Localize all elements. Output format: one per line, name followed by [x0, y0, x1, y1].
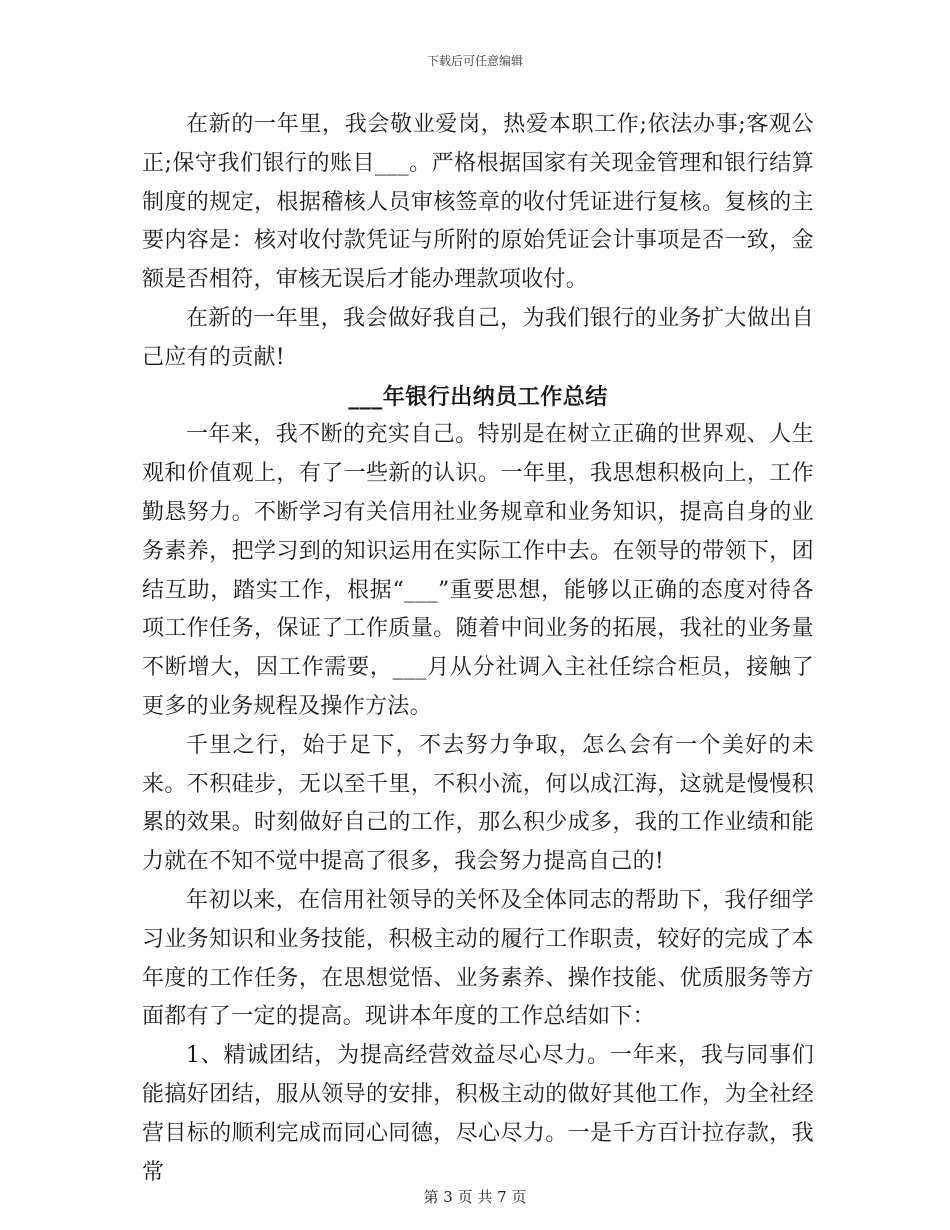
paragraph-self-improvement: 一年来，我不断的充实自己。特别是在树立正确的世界观、人生观和价值观上，有了一些新的认识。一年里，我思想积极向上，工作勤恳努力。不断学习有关信用社业务规章和业务知识，提高自身的业务素养，把学习到的知识运用在实际工作中去。在领导的带领下，团结互助，踏实工作，根据“___”重要思想，能够以正确的态度对待各项工作任务，保证了工作质量。随着中间业务的拓展，我社的业务量不断增大，因工作需要，___月从分社调入主社任综合柜员，接触了更多的业务规程及操作方法。 — [142, 422, 814, 719]
paragraph-contribution: 在新的一年里，我会做好我自己，为我们银行的业务扩大做出自己应有的贡献! — [142, 305, 814, 370]
page-footer: 第 3 页 共 7 页 — [423, 1188, 527, 1206]
paragraph-work-plan: 在新的一年里，我会敬业爱岗，热爱本职工作;依法办事;客观公正;保守我们银行的账目___。严格根据国家有关现金管理和银行结算制度的规定，根据稽核人员审核签章的收付凭证进行复核。复核的主要内容是：核对收付款凭证与所附的原始凭证会计事项是否一致，金额是否相符，审核无误后才能办理款项收付。 — [142, 112, 814, 293]
page-header: 下载后可任意编辑 — [426, 54, 523, 68]
section-title: ___年银行出纳员工作总结 — [348, 383, 608, 410]
paragraph-item-1: 1、精诚团结，为提高经营效益尽心尽力。一年来，我与同事们能搞好团结，服从领导的安排，积极主动的做好其他工作，为全社经营目标的顺利完成而同心同德，尽心尽力。一是千方百计拉存款，我常 — [142, 1043, 814, 1185]
paragraph-accumulation: 千里之行，始于足下，不去努力争取，怎么会有一个美好的未来。不积硅步，无以至千里，不积小流，何以成江海，这就是慢慢积累的效果。时刻做好自己的工作，那么积少成多，我的工作业绩和能力就在不知不觉中提高了很多，我会努力提高自己的! — [142, 732, 814, 875]
paragraph-year-review: 年初以来，在信用社领导的关怀及全体同志的帮助下，我仔细学习业务知识和业务技能，积极主动的履行工作职责，较好的完成了本年度的工作任务，在思想觉悟、业务素养、操作技能、优质服务等方面都有了一定的提高。现讲本年度的工作总结如下： — [142, 887, 814, 1030]
document-body — [142, 106, 814, 1192]
